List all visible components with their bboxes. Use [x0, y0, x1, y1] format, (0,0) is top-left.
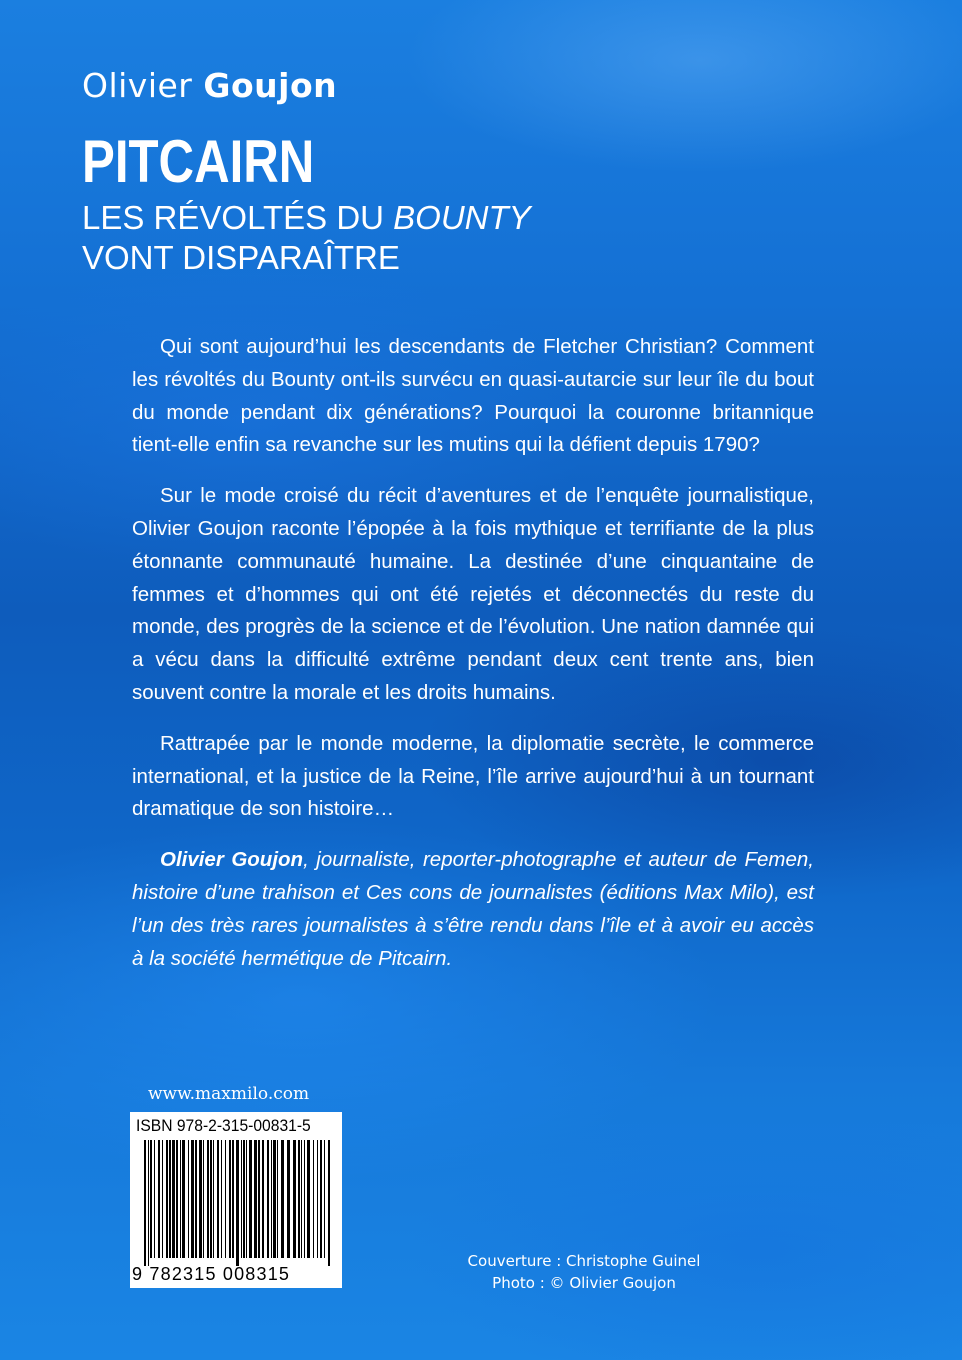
barcode-bar	[207, 1140, 209, 1258]
barcode-bar	[169, 1140, 171, 1258]
barcode-bar	[304, 1140, 305, 1258]
back-cover-text	[132, 331, 814, 993]
barcode-bar	[217, 1140, 219, 1258]
barcode-bar	[232, 1140, 234, 1258]
paragraph-3: Rattrapée par le monde moderne, la diplomatie secrète, le commerce international, et la justice de la Reine, l’île arrive aujourd’hui à un tournant dramatique de son histoire…	[132, 731, 814, 821]
barcode-bar	[328, 1140, 330, 1266]
subtitle-line-1-italic: BOUNTY	[393, 199, 531, 236]
barcode-bar	[271, 1140, 272, 1258]
barcode-bar	[241, 1140, 242, 1258]
barcode-bar	[188, 1140, 189, 1258]
barcode-bar	[317, 1140, 318, 1258]
isbn-text: ISBN 978-2-315-00831-5	[136, 1116, 311, 1135]
barcode-bar	[191, 1140, 194, 1258]
cover-credit: Couverture : Christophe Guinel	[467, 1252, 701, 1270]
barcode-bar	[229, 1140, 231, 1258]
author-name	[82, 66, 337, 105]
barcode-bar	[236, 1140, 239, 1266]
barcode-bar	[307, 1140, 310, 1258]
barcode-bar	[182, 1140, 185, 1258]
barcode-bar	[203, 1140, 204, 1258]
barcode-bar	[180, 1140, 181, 1258]
barcode-bar	[210, 1140, 212, 1258]
author-last-name: Goujon	[203, 66, 338, 105]
barcode-bar	[154, 1140, 155, 1258]
barcode-bar	[293, 1140, 296, 1258]
barcode-bar	[199, 1140, 202, 1258]
barcode-bar	[172, 1140, 175, 1258]
barcode-bar	[249, 1140, 252, 1258]
barcode-bar	[243, 1140, 245, 1258]
publisher-website: www.maxmilo.com	[148, 1084, 310, 1104]
author-bio-name: Olivier Goujon	[160, 848, 304, 872]
isbn-barcode	[130, 1112, 342, 1288]
author-bio	[132, 844, 814, 975]
barcode-bar	[301, 1140, 302, 1258]
barcode-bar	[150, 1140, 152, 1258]
author-first-name: Olivier	[82, 66, 193, 105]
barcode-bar	[324, 1140, 325, 1258]
barcode-bar	[195, 1140, 197, 1258]
barcode-bar	[254, 1140, 257, 1258]
ean-digits: 9 782315 008315	[132, 1264, 291, 1284]
author-bio-text: , journaliste, reporter-photographe et auteur de Femen, histoire d’une trahison et Ces cons de journalistes (éditions Max Milo), est l’un des très rares journalistes à s’être rendu dans l’île et à avoir eu accès à la société hermétique de Pitcairn.	[132, 848, 814, 970]
credits	[434, 1250, 734, 1294]
barcode-bar	[262, 1140, 264, 1258]
barcode-bar	[320, 1140, 322, 1258]
barcode-bar	[267, 1140, 269, 1258]
barcode-bar	[158, 1140, 160, 1258]
barcode-bars	[130, 1140, 342, 1266]
barcode-bar	[162, 1140, 163, 1258]
barcode-bar	[225, 1140, 226, 1258]
barcode-bar	[246, 1140, 247, 1258]
subtitle-line-1	[82, 198, 531, 238]
barcode-bar	[148, 1140, 149, 1266]
paragraph-2: Sur le mode croisé du récit d’aventures et de l’enquête journalistique, Olivier Goujon raconte l’épopée à la fois mythique et terrifiante de la plus étonnante communauté humaine. La destinée d’une cinquantaine de femmes et d’hommes qui ont été rejetés et déconnectés du reste du monde, des progrès de la science et de l’évolution. Une nation damnée qui a vécu dans la difficulté extrême pendant deux cent trente ans, bien souvent contre la morale et les droits humains.	[132, 484, 814, 704]
barcode-bar	[273, 1140, 276, 1258]
barcode-bar	[166, 1140, 168, 1258]
barcode-bar	[281, 1140, 284, 1258]
barcode-bar	[277, 1140, 278, 1258]
barcode-bar	[176, 1140, 178, 1258]
barcode-bar	[313, 1140, 314, 1258]
book-subtitle	[82, 198, 531, 278]
barcode-bar	[258, 1140, 260, 1258]
subtitle-line-1-prefix: LES RÉVOLTÉS DU	[82, 199, 394, 236]
barcode-bar	[144, 1140, 146, 1266]
book-title: PITCAIRN	[82, 128, 315, 195]
photo-credit: Photo : © Olivier Goujon	[492, 1274, 676, 1292]
barcode-bar	[213, 1140, 214, 1258]
subtitle-line-2: VONT DISPARAÎTRE	[82, 239, 400, 276]
barcode-bar	[298, 1140, 300, 1258]
barcode-bar	[287, 1140, 290, 1258]
paragraph-1: Qui sont aujourd’hui les descendants de Fletcher Christian? Comment les révoltés du Bounty ont-ils survécu en quasi-autarcie sur leur île du bout du monde pendant dix générations? Pourquoi la couronne britannique tient-elle enfin sa revanche sur les mutins qui la défient depuis 1790?	[132, 335, 814, 457]
barcode-bar	[221, 1140, 222, 1258]
